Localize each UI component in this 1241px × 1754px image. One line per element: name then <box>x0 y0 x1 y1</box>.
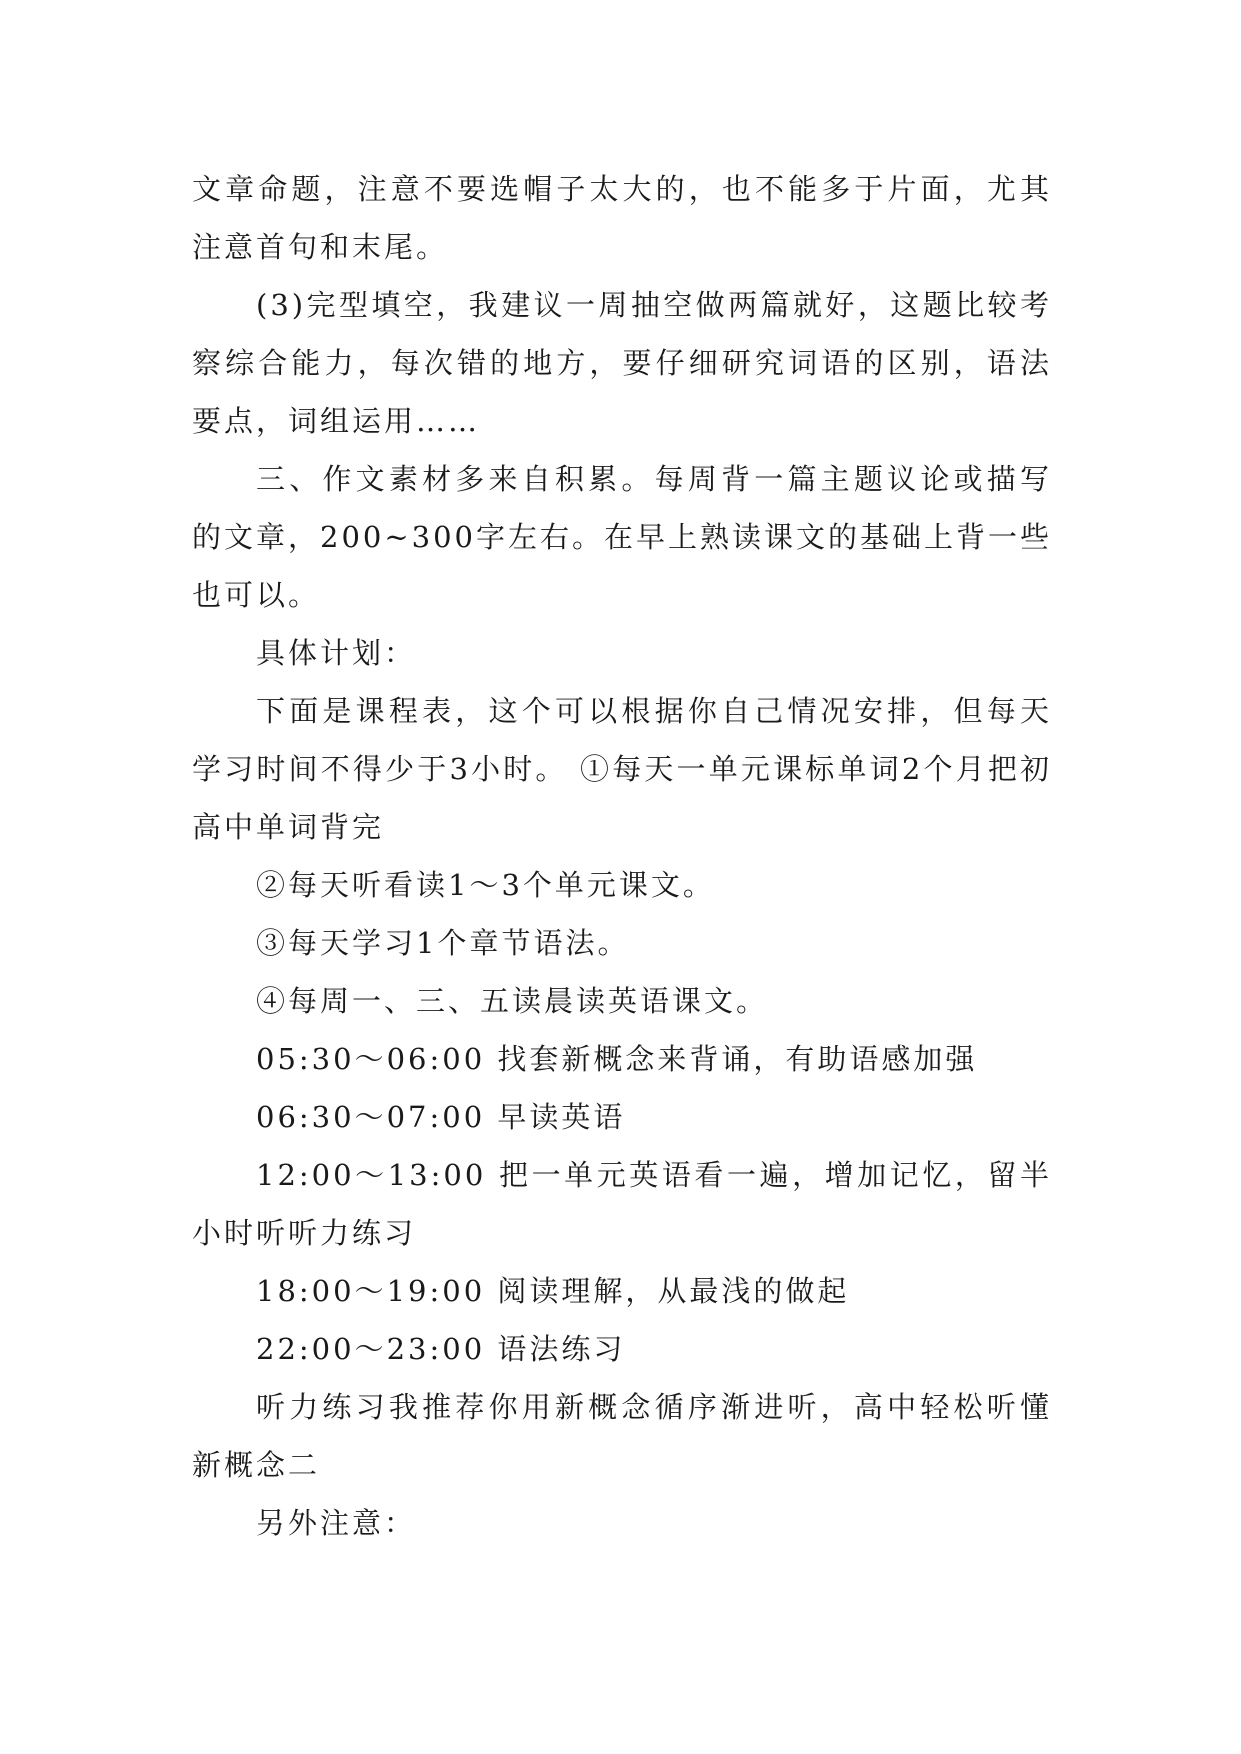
schedule-row-2200: 22:00～23:00 语法练习 <box>256 1332 626 1366</box>
list-item-daily-reading: ②每天听看读1～3个单元课文。 <box>256 868 715 902</box>
list-item-daily-grammar: ③每天学习1个章节语法。 <box>256 926 630 960</box>
paragraph-additional-notes: 另外注意： <box>256 1506 417 1540</box>
schedule-row-1200: 12:00～13:00 把一单元英语看一遍，增加记忆，留半小时听听力练习 <box>192 1158 1052 1250</box>
paragraph-cloze-advice: (3)完型填空，我建议一周抽空做两篇就好，这题比较考察综合能力，每次错的地方，要仔细研究词语的区别，语法要点，词组运用…… <box>192 288 1052 438</box>
paragraph-listening-advice: 听力练习我推荐你用新概念循序渐进听，高中轻松听懂新概念二 <box>192 1390 1052 1482</box>
paragraph-essay-title-advice: 文章命题，注意不要选帽子太大的，也不能多于片面，尤其注意首句和末尾。 <box>192 172 1052 264</box>
paragraph-schedule-intro: 下面是课程表，这个可以根据你自己情况安排，但每天学习时间不得少于3小时。 ①每天一单元课标单词2个月把初高中单词背完 <box>192 694 1052 844</box>
paragraph-plan-heading: 具体计划： <box>256 636 417 670</box>
list-item-morning-reading: ④每周一、三、五读晨读英语课文。 <box>256 984 769 1018</box>
document-page <box>192 160 1052 1552</box>
schedule-row-1800: 18:00～19:00 阅读理解，从最浅的做起 <box>256 1274 850 1308</box>
paragraph-writing-material: 三、作文素材多来自积累。每周背一篇主题议论或描写的文章，200~300字左右。在早上熟读课文的基础上背一些也可以。 <box>192 462 1053 612</box>
schedule-row-0630: 06:30～07:00 早读英语 <box>256 1100 626 1134</box>
schedule-row-0530: 05:30～06:00 找套新概念来背诵，有助语感加强 <box>256 1042 978 1076</box>
